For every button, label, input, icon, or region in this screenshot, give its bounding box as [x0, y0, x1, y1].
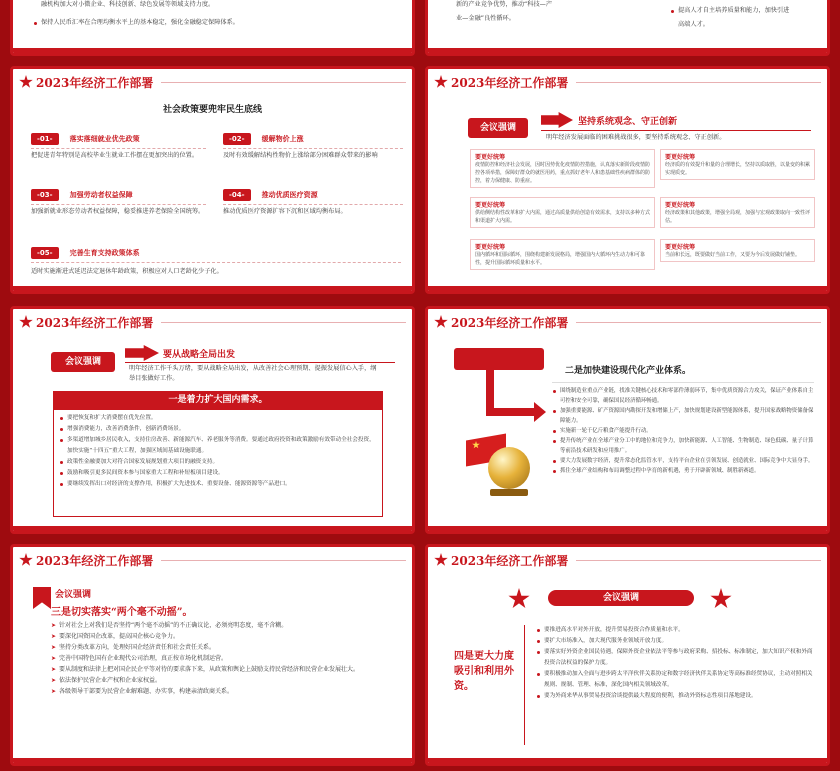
item-title: 缓解物价上涨: [261, 135, 304, 143]
list-item: ➤ 完善中国特色国有企业现代公司治理，真正按市场化机制运营。: [51, 653, 401, 664]
list-item: 要推进高水平对外开放，提升贸易投资合作质量和水平。: [536, 625, 814, 636]
top-mid-line-1: 新的产业竞争优势，推动“科技—产: [456, 1, 553, 8]
slide3-heading: 要从战略全局出发: [163, 350, 236, 360]
list-item: 要把恢复和扩大消费摆在优先位置。: [59, 413, 377, 424]
star-icon: [19, 553, 33, 567]
star-icon: [434, 315, 448, 329]
top-left-line-1: 融机构加大对小微企业、科技创新、绿色发展等领域支持力度。: [41, 1, 215, 8]
golden-globe-icon: [488, 447, 530, 489]
coord-text: 供给侧结构性改革和扩大内需，通过高质量供给创造有效需求，支持以多种方式和渠道扩大内需。: [475, 210, 651, 224]
globe-base-icon: [490, 489, 528, 496]
slide2-heading: 坚持系统观念、守正创新: [578, 117, 678, 127]
slide3-intro: 明年经济工作千头万绪，要从战略全局出发，从改善社会心理预期、提振发展信心入手，纲举目张做好工作。: [129, 365, 377, 382]
coord-text: 经济政策和其他政策，增强全局观，加强与宏观政策取向一致性评估。: [665, 210, 811, 224]
slide-title: 2023年经济工作部署: [451, 75, 569, 90]
star-icon: [434, 75, 448, 89]
slide-domestic-demand: [10, 306, 415, 534]
red-arrow-horizontal: [486, 408, 536, 416]
star-icon: [19, 315, 33, 329]
list-item: ➤ 要深化国资国企改革，提高国企核心竞争力。: [51, 631, 401, 642]
coord-text: 当前和长远，既要做好当前工作，又要为今后发展做好铺垫。: [665, 252, 801, 258]
item-number: -05-: [31, 247, 59, 259]
item-number: -03-: [31, 189, 59, 201]
list-item: 多渠道增加城乡居民收入，支持住房改善、新能源汽车、养老服务等消费。要通过政府投资和政策激励有效带动全社会投资，加快实施“十四五”重大工程，加强区域间基础设施联通。: [59, 435, 377, 457]
coord-title: 要更好统筹: [665, 154, 696, 161]
slide2-intro: 明年经济发展面临的困难挑战很多，要坚持系统观念、守正创新。: [546, 134, 726, 141]
slide3-banner: 一是着力扩大国内需求。: [53, 391, 383, 409]
list-item: 政策性金融要加大对符合国家发展规划重大项目的融资支持。: [59, 457, 377, 468]
star-icon: [508, 588, 530, 610]
slide-title: 2023年经济工作部署: [36, 553, 154, 568]
item-text: 推动优质医疗资源扩容下沉和区域均衡布局。: [223, 208, 347, 215]
meeting-badge: 会议强调: [51, 352, 115, 372]
coord-title: 要更好统筹: [475, 202, 506, 209]
item-text: 及时有效缓解结构性物价上涨给部分困难群众带来的影响: [223, 152, 378, 159]
coord-text: 国内循环和国际循环，围绕构建新发展格局，增强国内大循环内生动力和可靠性，提升国际循环质量和水平。: [475, 252, 646, 266]
item-title: 加强劳动者权益保障: [69, 191, 133, 199]
list-item: 抓住全球产业结构和布局调整过程中孕育的新机遇，勇于开辟新领域、制胜新赛道。: [552, 466, 814, 476]
coord-title: 要更好统筹: [475, 244, 506, 251]
list-item: 要积极推动加入全面与进步跨太平洋伙伴关系协定和数字经济伙伴关系协定等高标准经贸协议，主动对照相关规则、规制、管理、标准，深化国内相关领域改革。: [536, 669, 814, 691]
slide-title: 2023年经济工作部署: [451, 315, 569, 330]
slide-industry-system: [425, 306, 830, 534]
slide-systematic: [425, 66, 830, 294]
slide-title: 2023年经济工作部署: [36, 315, 154, 330]
coord-text: 疫情防控和经济社会发展，因时因势优化疫情防控措施，认真落实新阶段疫情防控各项举措，保障好群众的就医用药，重点抓好老年人和患基础性疾病群体的防控，着力保健康、防重症。: [475, 162, 651, 184]
list-item: 增强消费能力，改善消费条件，创新消费场景。: [59, 424, 377, 435]
top-strip-right: [425, 0, 830, 56]
top-right-line-2: 高端人才。: [678, 21, 709, 28]
slide6-side-text: 四是更大力度吸引和利用外资。: [454, 651, 514, 692]
hand-pointer-icon: [125, 345, 159, 361]
item-text: 把促进青年特别是高校毕业生就业工作摆在更加突出的位置。: [31, 152, 199, 159]
item-number: -04-: [223, 189, 251, 201]
item-number: -01-: [31, 133, 59, 145]
slide-two-unwavering: [10, 544, 415, 766]
slide5-badge: 会议强调: [55, 590, 92, 600]
list-item: 鼓励和吸引更多民间资本参与国家重大工程和补短板项目建设。: [59, 468, 377, 479]
item-text: 加强新就业形态劳动者权益保障，稳妥推进养老保险全国统筹。: [31, 208, 205, 215]
list-item: ➤ 依法保护民营企业产权和企业家权益。: [51, 675, 401, 686]
slide-title: 2023年经济工作部署: [36, 75, 154, 90]
list-item: 实施新一轮千亿斤粮食产能提升行动。: [552, 426, 814, 436]
coord-title: 要更好统筹: [665, 202, 696, 209]
list-item: 要大力发展数字经济，提升常态化监管水平，支持平台企业在引领发展、创造就业、国际竞争中大显身手。: [552, 456, 814, 466]
item-title: 推动优质医疗资源: [261, 191, 318, 199]
top-strip-left: [10, 0, 415, 56]
top-left-line-2: 保持人民币汇率在合理均衡水平上的基本稳定，强化金融稳定保障体系。: [33, 18, 239, 28]
list-item: 要为外商来华从事贸易投资洽谈提供最大程度的便利，推动外资标志性项目落地建设。: [536, 691, 814, 702]
list-item: 提升传统产业在全球产业分工中的地位和竞争力，加快新能源、人工智能、生物制造、绿色低碳、量子计算等前沿技术研发和应用推广。: [552, 436, 814, 456]
list-item: 围绕制造业重点产业链，找准关键核心技术和零部件薄弱环节，集中优质资源合力攻关，保证产业体系自主可控和安全可靠，确保国民经济循环畅通。: [552, 386, 814, 406]
list-item: ➤ 要从制度和法律上把对国企民企平等对待的要求落下来，从政策和舆论上鼓励支持民营经济和民营企业发展壮大。: [51, 664, 401, 675]
slide-social-policy: [10, 66, 415, 294]
list-item: 要继续发挥出口对经济的支撑作用，积极扩大先进技术、重要设备、能源资源等产品进口。: [59, 479, 377, 490]
coord-title: 要更好统筹: [475, 154, 506, 161]
star-icon: [434, 553, 448, 567]
item-title: 落实落细就业优先政策: [69, 135, 140, 143]
list-item: 要扩大市场准入，加大现代服务业领域开放力度。: [536, 636, 814, 647]
list-item: ➤ 坚持分类改革方向，处理好国企经济责任和社会责任关系。: [51, 642, 401, 653]
item-title: 完善生育支持政策体系: [69, 249, 140, 257]
list-item: 加强重要能源、矿产资源国内勘探开发和增储上产，加快规划建设新型能源体系，提升国家战略物资储备保障能力。: [552, 406, 814, 426]
meeting-badge: 会议强调: [548, 590, 694, 606]
red-arrow-head: [534, 402, 546, 422]
list-item: ➤ 针对社会上对我们是否坚持“两个毫不动摇”的不正确议论，必须亮明态度，毫不含糊。: [51, 620, 401, 631]
top-right-line-1: 提高人才自主培养质量和能力，加快引进: [670, 6, 789, 16]
ribbon-icon: [33, 587, 51, 609]
slide4-heading: 二是加快建设现代化产业体系。: [565, 366, 692, 376]
star-icon: [710, 588, 732, 610]
star-icon: [19, 75, 33, 89]
coord-title: 要更好统筹: [665, 244, 696, 251]
red-arrow-shape: [454, 348, 544, 370]
meeting-badge: 会议强调: [468, 118, 528, 138]
top-mid-line-2: 业—金融”良性循环。: [456, 15, 515, 22]
slide5-heading: 三是切实落实“两个毫不动摇”。: [51, 607, 193, 618]
hand-pointer-icon: [541, 112, 573, 128]
item-text: 适时实施渐进式延迟法定退休年龄政策，积极应对人口老龄化少子化。: [31, 268, 223, 275]
slide-title: 2023年经济工作部署: [451, 553, 569, 568]
coord-text: 经济质的有效提升和量的合理增长，坚持以质取胜，以量变的积累实现质变。: [665, 162, 811, 176]
slide1-subtitle: 社会政策要兜牢民生底线: [162, 105, 262, 115]
list-item: ➤ 各级领导干部要为民营企业解难题、办实事，构建亲清政商关系。: [51, 686, 401, 697]
slide-foreign-investment: [425, 544, 830, 766]
item-number: -02-: [223, 133, 251, 145]
list-item: 要落实好外资企业国民待遇，保障外资企业依法平等参与政府采购、招投标、标准制定，加大知识产权和外商投资合法权益的保护力度。: [536, 647, 814, 669]
